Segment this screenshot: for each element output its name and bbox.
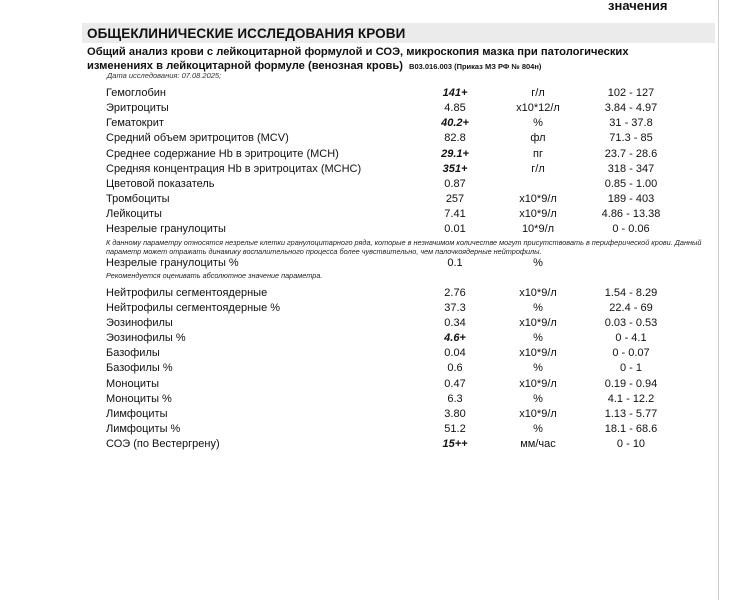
result-unit: x10*9/л [519,378,557,390]
result-value: 15++ [442,438,468,450]
reference-range: 1.13 - 5.77 [604,408,658,420]
table-row [0,392,736,407]
reference-range: 1.54 - 8.29 [604,287,658,299]
parameter-name: Эозинофилы % [106,332,186,344]
parameter-name: Нейтрофилы сегментоядерные [106,287,268,299]
result-value: 82.8 [444,132,466,144]
parameter-name: Цветовой показатель [106,178,215,190]
reference-range: 0 - 1 [619,362,642,374]
parameter-name: Эритроциты [106,102,169,114]
table-row [0,222,736,237]
reference-range: 18.1 - 68.6 [604,423,658,435]
result-value: 0.87 [444,178,466,190]
parameter-name: Лейкоциты [106,208,162,220]
section-title: ОБЩЕКЛИНИЧЕСКИЕ ИССЛЕДОВАНИЯ КРОВИ [87,26,406,41]
result-value: 40.2+ [441,117,469,129]
result-value: 2.76 [444,287,466,299]
test-title-text: Общий анализ крови с лейкоцитарной формулой и СОЭ, микроскопия мазка при патологических изменениях в лейкоцитарной формуле (венозная кровь) [87,46,629,72]
table-row [0,131,736,146]
result-unit: x10*9/л [519,317,557,329]
reference-range: 0.85 - 1.00 [604,178,658,190]
parameter-name: СОЭ (по Вестергрену) [106,438,220,450]
result-unit: % [533,423,543,435]
result-unit: 10*9/л [521,223,555,235]
reference-range: 0 - 4.1 [615,332,647,344]
table-row [0,331,736,346]
result-unit: г/л [531,163,545,175]
table-row [0,407,736,422]
table-row [0,437,736,452]
result-unit: % [533,257,543,269]
result-value: 0.01 [444,223,466,235]
table-row [0,147,736,162]
parameter-name: Лимфоциты [106,408,168,420]
reference-range: 71.3 - 85 [609,132,653,144]
parameter-name: Базофилы % [106,362,173,374]
table-row [0,256,736,271]
result-value: 0.6 [447,362,463,374]
result-unit: x10*9/л [519,208,557,220]
parameter-name: Средняя концентрация Hb в эритроцитах (MCHC) [106,163,362,175]
reference-range: 0 - 0.07 [612,347,650,359]
parameter-name: Средний объем эритроцитов (MCV) [106,132,289,144]
table-row [0,207,736,222]
reference-range: 318 - 347 [607,163,655,175]
reference-range: 31 - 37.8 [609,117,653,129]
table-row [0,86,736,101]
result-unit: % [533,393,543,405]
table-row [0,101,736,116]
result-value: 37.3 [444,302,466,314]
result-value: 7.41 [444,208,466,220]
parameter-name: Эозинофилы [106,317,173,329]
note-immature-granulocytes: К данному параметру относятся незрелые клетки гранулоцитарного ряда, которые в незначимом количестве могут присутствовать в периферической крови. Данный параметр может отражать динамику воспалительного процесса более чувствительно, чем палочкоядерные нейтрофилы. [106,238,702,256]
result-unit: x10*9/л [519,408,557,420]
reference-range: 0 - 10 [616,438,646,450]
result-value: 0.47 [444,378,466,390]
result-unit: % [533,362,543,374]
parameter-name: Среднее содержание Hb в эритроците (MCH) [106,148,339,160]
result-unit: x10*9/л [519,347,557,359]
result-unit: г/л [531,87,545,99]
table-row [0,346,736,361]
note-absolute-value: Рекомендуется оценивать абсолютное значение параметра. [106,271,323,280]
parameter-name: Базофилы [106,347,160,359]
result-value: 141+ [442,87,468,99]
parameter-name: Лимфоциты % [106,423,181,435]
reference-range: 22.4 - 69 [609,302,653,314]
result-value: 257 [445,193,465,205]
reference-range: 0.19 - 0.94 [604,378,658,390]
result-value: 29.1+ [441,148,469,160]
table-row [0,316,736,331]
reference-range: 23.7 - 28.6 [604,148,658,160]
parameter-name: Гемоглобин [106,87,166,99]
test-code: B03.016.003 (Приказ МЗ РФ № 804н) [409,62,542,71]
result-value: 3.80 [444,408,466,420]
result-unit: x10*9/л [519,287,557,299]
parameter-name: Незрелые гранулоциты % [106,257,239,269]
reference-range: 3.84 - 4.97 [604,102,658,114]
test-date: Дата исследования: 07.08.2025; [107,71,222,80]
parameter-name: Моноциты [106,378,159,390]
result-value: 0.04 [444,347,466,359]
result-unit: % [533,117,543,129]
result-value: 0.34 [444,317,466,329]
table-row [0,286,736,301]
reference-range: 4.1 - 12.2 [607,393,655,405]
table-row [0,192,736,207]
test-title [87,45,697,74]
reference-range: 189 - 403 [607,193,655,205]
result-unit: x10*12/л [516,102,560,114]
parameter-name: Тромбоциты [106,193,170,205]
result-value: 51.2 [444,423,466,435]
result-value: 0.1 [447,257,463,269]
result-value: 351+ [442,163,468,175]
reference-range: 102 - 127 [607,87,655,99]
table-row [0,361,736,376]
result-unit: мм/час [520,438,556,450]
table-row [0,177,736,192]
parameter-name: Нейтрофилы сегментоядерные % [106,302,281,314]
result-value: 4.85 [444,102,466,114]
parameter-name: Моноциты % [106,393,172,405]
result-unit: фл [530,132,546,144]
parameter-name: Незрелые гранулоциты [106,223,226,235]
table-row [0,422,736,437]
table-row [0,377,736,392]
table-row [0,162,736,177]
parameter-name: Гематокрит [106,117,164,129]
reference-range: 4.86 - 13.38 [601,208,661,220]
result-value: 6.3 [447,393,463,405]
reference-range: 0 - 0.06 [612,223,650,235]
reference-range: 0.03 - 0.53 [604,317,658,329]
result-unit: % [533,302,543,314]
table-row [0,301,736,316]
column-header-fragment: значения [608,0,668,13]
result-unit: пг [533,148,543,160]
result-value: 4.6+ [444,332,466,344]
result-unit: x10*9/л [519,193,557,205]
result-unit: % [533,332,543,344]
table-row [0,116,736,131]
